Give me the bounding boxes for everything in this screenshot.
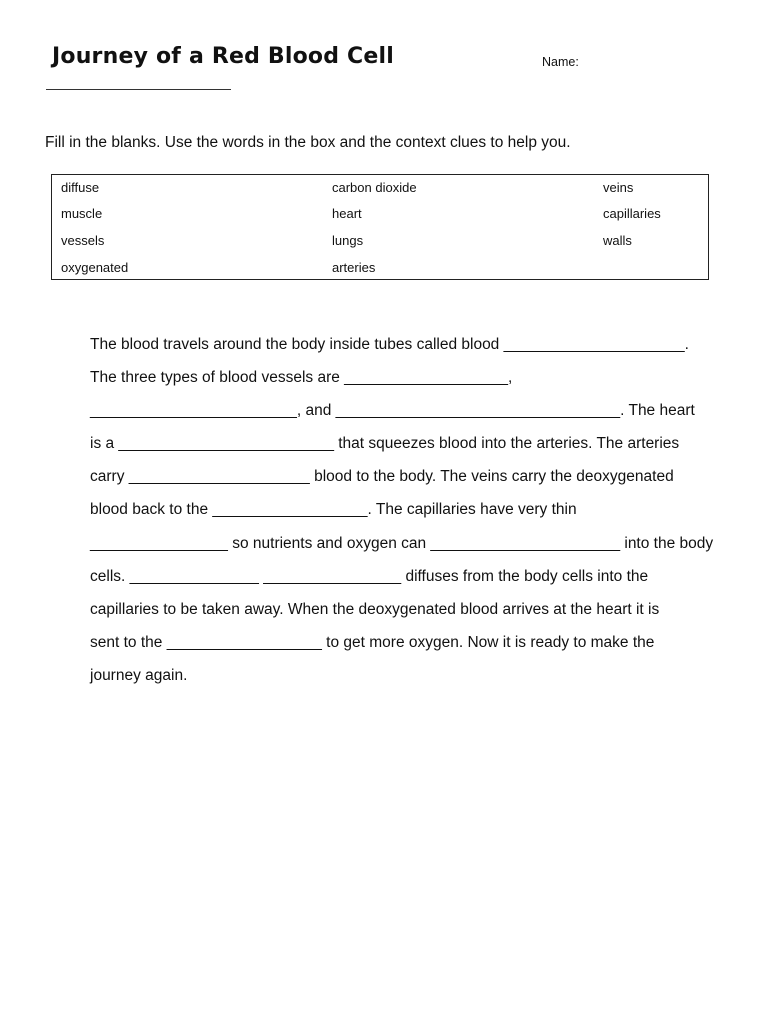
passage-line: The three types of blood vessels are ___________________, (90, 369, 513, 387)
name-write-line (46, 89, 231, 90)
word-bank-item: heart (332, 206, 362, 221)
word-bank-item: walls (603, 233, 632, 248)
passage-line: capillaries to be taken away. When the deoxygenated blood arrives at the heart it is (90, 600, 660, 618)
passage-line: journey again. (90, 666, 188, 684)
passage-line: The blood travels around the body inside tubes called blood _____________________. (90, 336, 689, 353)
passage-line: ________________ so nutrients and oxygen can ______________________ into the body (90, 534, 714, 552)
passage-line: carry _____________________ blood to the body. The veins carry the deoxygenated (90, 468, 674, 486)
word-bank-item: oxygenated (61, 260, 129, 275)
instructions-text: Fill in the blanks. Use the words in the box and the context clues to help you. (45, 134, 571, 151)
word-bank-item: carbon dioxide (332, 180, 417, 195)
name-label: Name: (542, 55, 579, 69)
passage-line: sent to the __________________ to get more oxygen. Now it is ready to make the (90, 633, 655, 651)
word-bank-item: muscle (61, 206, 103, 221)
passage-line: blood back to the __________________. The capillaries have very thin (90, 501, 577, 519)
word-bank-item: diffuse (61, 180, 100, 195)
word-bank-item: veins (603, 180, 634, 195)
passage-line: ________________________, and _________________________________. The heart (90, 402, 695, 420)
word-bank-item: lungs (332, 233, 364, 248)
worksheet-title: Journey of a Red Blood Cell (52, 44, 395, 69)
fill-in-passage (90, 331, 730, 695)
word-bank-item: vessels (61, 233, 105, 248)
passage-line: is a _________________________ that squeezes blood into the arteries. The arteries (90, 435, 680, 453)
word-bank-box (51, 174, 709, 280)
word-bank-item: arteries (332, 260, 376, 275)
word-bank-item: capillaries (603, 206, 661, 221)
passage-line: cells. _______________ ________________ diffuses from the body cells into the (90, 567, 649, 585)
